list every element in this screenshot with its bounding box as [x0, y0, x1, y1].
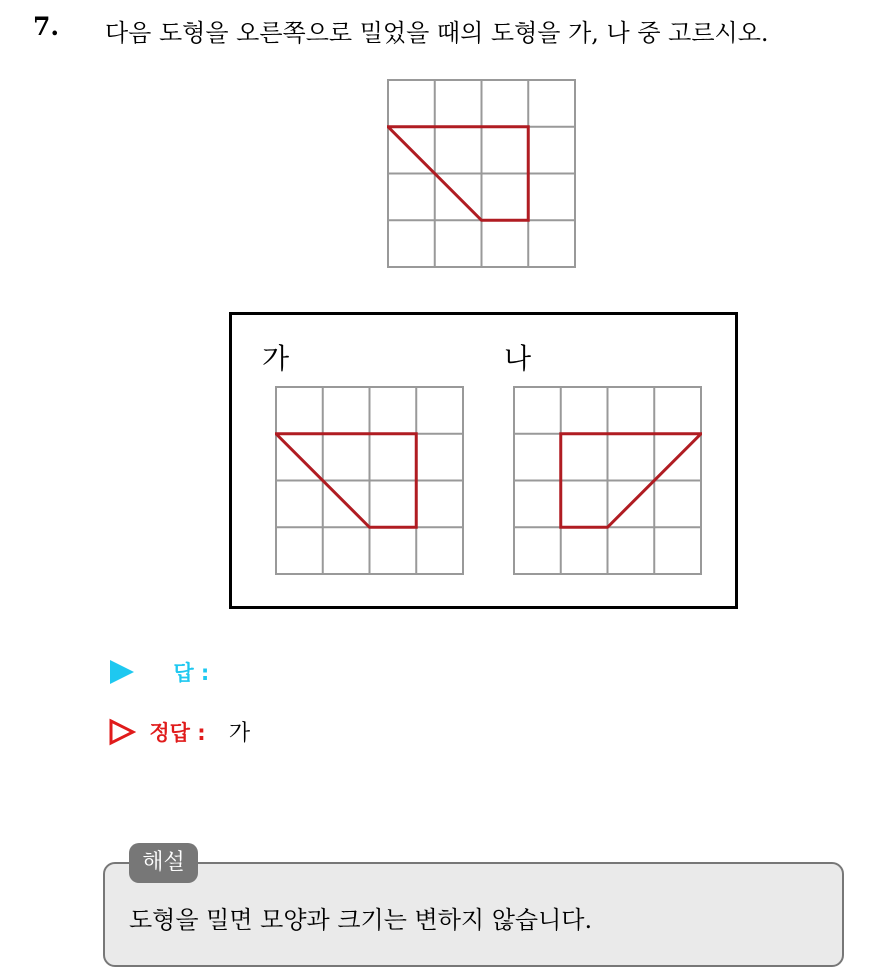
grid-lines [514, 387, 701, 574]
explanation-tab: 해설 [129, 843, 198, 883]
question-text: 다음 도형을 오른쪽으로 밀었을 때의 도형을 가, 나 중 고르시오. [105, 19, 769, 47]
explanation-text: 도형을 밀면 모양과 크기는 변하지 않습니다. [129, 906, 593, 934]
correct-answer-label: 정답 : [149, 720, 206, 745]
choice-b-grid [513, 386, 702, 575]
choice-a-grid [275, 386, 464, 575]
answer-row [108, 657, 209, 687]
explanation-box [103, 862, 844, 967]
correct-answer-row [108, 716, 250, 747]
answer-label: 답 : [173, 661, 210, 685]
play-triangle-icon [108, 659, 136, 685]
choices-box [229, 312, 738, 609]
correct-answer-value: 가 [228, 721, 251, 746]
choice-label-a: 가 [262, 342, 290, 375]
question-number: 7. [33, 12, 60, 41]
outline-triangle-icon [108, 718, 136, 746]
grid-lines [276, 387, 463, 574]
grid-lines [388, 80, 575, 267]
original-figure-grid [387, 79, 576, 268]
choice-label-b: 나 [504, 342, 532, 375]
